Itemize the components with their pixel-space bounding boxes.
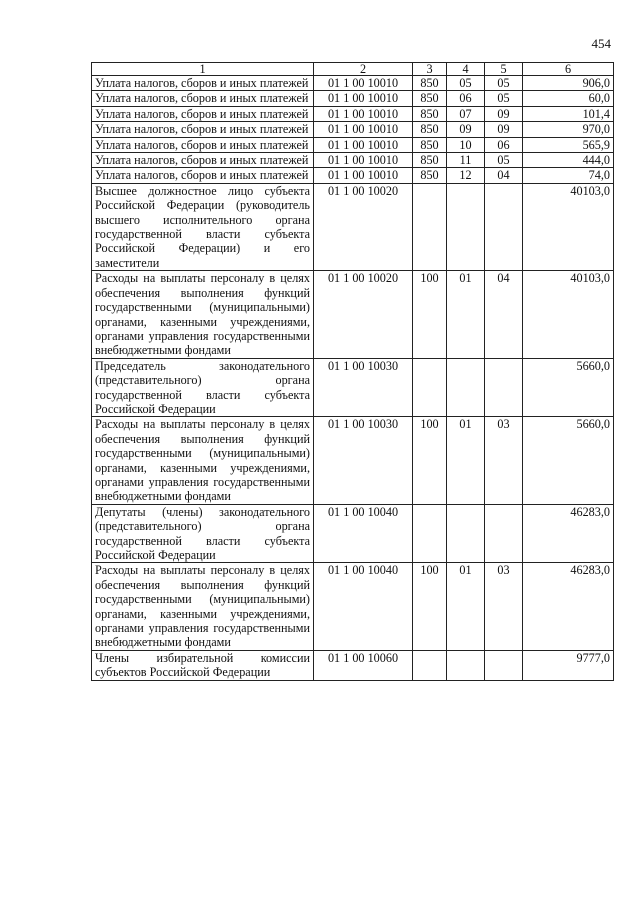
cell-amount: 565,9 [523, 137, 614, 152]
cell-amount: 5660,0 [523, 417, 614, 504]
cell-target-code: 01 1 00 10010 [314, 91, 413, 106]
table-row [92, 271, 614, 358]
cell-expense-type [413, 358, 447, 417]
cell-subsection: 09 [485, 122, 523, 137]
cell-amount: 40103,0 [523, 183, 614, 270]
cell-expense-type: 850 [413, 106, 447, 121]
cell-target-code: 01 1 00 10010 [314, 137, 413, 152]
cell-section: 12 [447, 168, 485, 183]
cell-target-code: 01 1 00 10030 [314, 417, 413, 504]
table-row [92, 122, 614, 137]
cell-subsection: 03 [485, 563, 523, 650]
cell-name: Уплата налогов, сборов и иных платежей [92, 91, 314, 106]
cell-section [447, 358, 485, 417]
cell-amount: 60,0 [523, 91, 614, 106]
cell-amount: 970,0 [523, 122, 614, 137]
cell-expense-type: 100 [413, 563, 447, 650]
cell-subsection [485, 504, 523, 563]
cell-subsection: 09 [485, 106, 523, 121]
cell-name: Председатель законодательного (представительного) органа государственной власти субъекта Российской Федерации [92, 358, 314, 417]
cell-subsection: 04 [485, 168, 523, 183]
cell-subsection: 04 [485, 271, 523, 358]
header-col-2: 2 [314, 63, 413, 76]
cell-target-code: 01 1 00 10040 [314, 504, 413, 563]
cell-target-code: 01 1 00 10060 [314, 650, 413, 680]
header-col-6: 6 [523, 63, 614, 76]
cell-expense-type: 850 [413, 168, 447, 183]
cell-target-code: 01 1 00 10010 [314, 168, 413, 183]
table-row [92, 417, 614, 504]
cell-expense-type: 850 [413, 153, 447, 168]
cell-section [447, 183, 485, 270]
cell-section: 01 [447, 417, 485, 504]
cell-name: Депутаты (члены) законодательного (представительного) органа государственной власти субъекта Российской Федерации [92, 504, 314, 563]
table-body [92, 76, 614, 681]
cell-expense-type [413, 504, 447, 563]
cell-name: Высшее должностное лицо субъекта Российской Федерации (руководитель высшего исполнительного органа государственной власти субъекта Российской Федерации) и его заместители [92, 183, 314, 270]
cell-section: 11 [447, 153, 485, 168]
budget-table [91, 62, 614, 681]
cell-name: Расходы на выплаты персоналу в целях обеспечения выполнения функций государственными (муниципальными) органами, казенными учреждениями, органами управления государственными внебюджетными фондами [92, 271, 314, 358]
cell-name: Уплата налогов, сборов и иных платежей [92, 76, 314, 91]
table-row [92, 76, 614, 91]
cell-expense-type: 100 [413, 417, 447, 504]
cell-amount: 40103,0 [523, 271, 614, 358]
cell-amount: 46283,0 [523, 563, 614, 650]
cell-target-code: 01 1 00 10010 [314, 153, 413, 168]
cell-expense-type: 850 [413, 122, 447, 137]
cell-section: 09 [447, 122, 485, 137]
cell-expense-type: 850 [413, 91, 447, 106]
table-row [92, 153, 614, 168]
cell-expense-type [413, 650, 447, 680]
cell-name: Уплата налогов, сборов и иных платежей [92, 122, 314, 137]
table-row [92, 504, 614, 563]
cell-subsection: 05 [485, 91, 523, 106]
cell-expense-type: 850 [413, 137, 447, 152]
header-col-3: 3 [413, 63, 447, 76]
cell-subsection: 03 [485, 417, 523, 504]
cell-section [447, 504, 485, 563]
table-row [92, 563, 614, 650]
cell-target-code: 01 1 00 10010 [314, 76, 413, 91]
cell-subsection [485, 650, 523, 680]
cell-name: Члены избирательной комиссии субъектов Российской Федерации [92, 650, 314, 680]
header-col-4: 4 [447, 63, 485, 76]
cell-section: 10 [447, 137, 485, 152]
cell-expense-type: 850 [413, 76, 447, 91]
cell-target-code: 01 1 00 10040 [314, 563, 413, 650]
page-number: 454 [591, 36, 611, 51]
cell-subsection: 05 [485, 76, 523, 91]
cell-amount: 906,0 [523, 76, 614, 91]
cell-amount: 74,0 [523, 168, 614, 183]
table-row [92, 358, 614, 417]
table-header-row [92, 63, 614, 76]
cell-subsection: 06 [485, 137, 523, 152]
cell-target-code: 01 1 00 10020 [314, 183, 413, 270]
cell-amount: 444,0 [523, 153, 614, 168]
cell-name: Расходы на выплаты персоналу в целях обеспечения выполнения функций государственными (муниципальными) органами, казенными учреждениями, органами управления государственными внебюджетными фондами [92, 417, 314, 504]
cell-section [447, 650, 485, 680]
cell-section: 05 [447, 76, 485, 91]
cell-amount: 101,4 [523, 106, 614, 121]
cell-subsection [485, 183, 523, 270]
cell-name: Расходы на выплаты персоналу в целях обеспечения выполнения функций государственными (муниципальными) органами, казенными учреждениями, органами управления государственными внебюджетными фондами [92, 563, 314, 650]
cell-name: Уплата налогов, сборов и иных платежей [92, 106, 314, 121]
cell-expense-type [413, 183, 447, 270]
cell-target-code: 01 1 00 10030 [314, 358, 413, 417]
cell-section: 07 [447, 106, 485, 121]
cell-name: Уплата налогов, сборов и иных платежей [92, 168, 314, 183]
cell-section: 06 [447, 91, 485, 106]
cell-amount: 9777,0 [523, 650, 614, 680]
cell-target-code: 01 1 00 10020 [314, 271, 413, 358]
cell-section: 01 [447, 271, 485, 358]
cell-section: 01 [447, 563, 485, 650]
cell-name: Уплата налогов, сборов и иных платежей [92, 153, 314, 168]
header-col-5: 5 [485, 63, 523, 76]
cell-name: Уплата налогов, сборов и иных платежей [92, 137, 314, 152]
cell-target-code: 01 1 00 10010 [314, 106, 413, 121]
cell-subsection [485, 358, 523, 417]
table-row [92, 168, 614, 183]
table-row [92, 91, 614, 106]
table-row [92, 183, 614, 270]
cell-target-code: 01 1 00 10010 [314, 122, 413, 137]
table-row [92, 106, 614, 121]
table-row [92, 650, 614, 680]
cell-expense-type: 100 [413, 271, 447, 358]
cell-amount: 46283,0 [523, 504, 614, 563]
table-row [92, 137, 614, 152]
header-col-1: 1 [92, 63, 314, 76]
cell-amount: 5660,0 [523, 358, 614, 417]
cell-subsection: 05 [485, 153, 523, 168]
